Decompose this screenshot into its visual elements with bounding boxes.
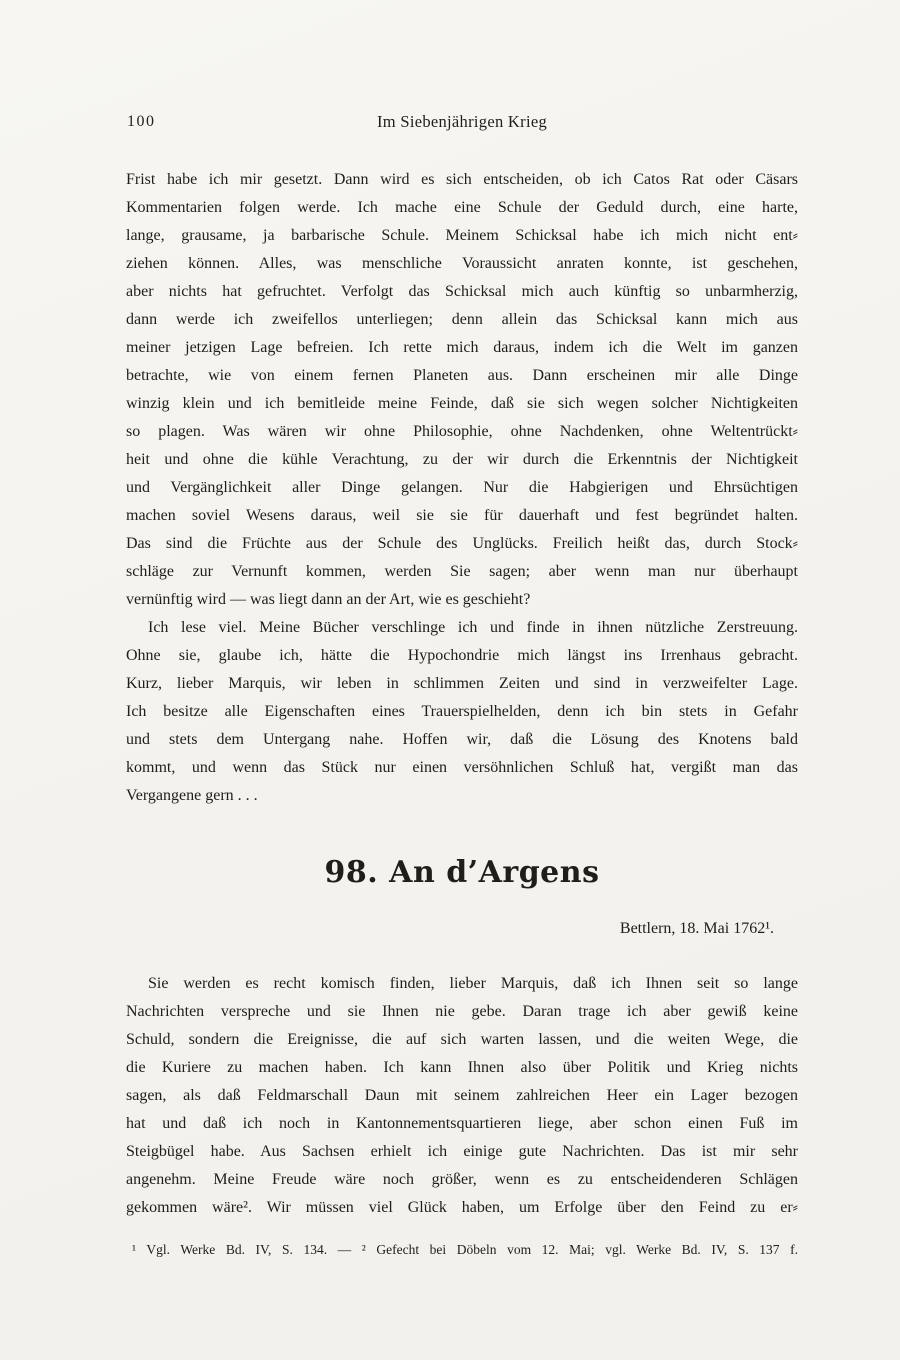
text-line: Ohne sie, glaube ich, hätte die Hypochondrie mich längst ins Irrenhaus gebracht. — [126, 647, 798, 664]
text-line: Kommentarien folgen werde. Ich mache eine Schule der Geduld durch, eine harte, — [126, 199, 798, 216]
text-line: aber nichts hat gefruchtet. Verfolgt das Schicksal mich auch künftig so unbarmherzig, — [126, 283, 798, 300]
dateline: Bettlern, 18. Mai 1762¹. — [619, 920, 774, 937]
text-line: Steigbügel habe. Aus Sachsen erhielt ich einige gute Nachrichten. Das ist mir sehr — [126, 1143, 798, 1160]
text-line: Nachrichten verspreche und sie Ihnen nie gebe. Daran trage ich aber gewiß keine — [126, 1003, 798, 1020]
text-line: Vergangene gern . . . — [126, 787, 258, 804]
page-header — [126, 112, 798, 134]
text-line: hat und daß ich noch in Kantonnementsquartieren liege, aber schon einen Fuß im — [126, 1115, 798, 1132]
text-line: Sie werden es recht komisch finden, lieber Marquis, daß ich Ihnen seit so lange — [148, 975, 798, 992]
text-line: dann werde ich zweifellos unterliegen; denn allein das Schicksal kann mich aus — [126, 311, 798, 328]
text-line: kommt, und wenn das Stück nur einen versöhnlichen Schluß hat, vergißt man das — [126, 759, 798, 776]
letter-97-body — [126, 166, 798, 810]
letter-98-body — [126, 970, 798, 1222]
text-line: so plagen. Was wären wir ohne Philosophie, ohne Nachdenken, ohne Weltentrückt⸗ — [126, 423, 798, 440]
text-line: angenehm. Meine Freude wäre noch größer, wenn es zu entscheidenderen Schlägen — [126, 1171, 798, 1188]
text-line: sagen, als daß Feldmarschall Daun mit seinem zahlreichen Heer ein Lager bezogen — [126, 1087, 798, 1104]
text-line: gekommen wäre². Wir müssen viel Glück haben, um Erfolge über den Feind zu er⸗ — [126, 1199, 798, 1216]
text-line: und stets dem Untergang nahe. Hoffen wir, daß die Lösung des Knotens bald — [126, 731, 798, 748]
running-head: Im Siebenjährigen Krieg — [376, 112, 547, 131]
text-line: meiner jetzigen Lage befreien. Ich rette mich daraus, indem ich die Welt im ganzen — [126, 339, 798, 356]
letter-heading: 98. An d’Argens — [324, 855, 600, 890]
text-line: lange, grausame, ja barbarische Schule. Meinem Schicksal habe ich mich nicht ent⸗ — [126, 227, 798, 244]
text-line: Frist habe ich mir gesetzt. Dann wird es sich entscheiden, ob ich Catos Rat oder Cäsars — [126, 171, 798, 188]
text-line: ziehen können. Alles, was menschliche Voraussicht anraten konnte, ist geschehen, — [126, 255, 798, 272]
footnote: ¹ Vgl. Werke Bd. IV, S. 134. — ² Gefecht bei Döbeln vom 12. Mai; vgl. Werke Bd. IV, S. 137 f. — [132, 1242, 798, 1257]
text-block — [126, 112, 798, 1260]
text-line: und Vergänglichkeit aller Dinge gelangen. Nur die Habgierigen und Ehrsüchtigen — [126, 479, 798, 496]
text-line: schläge zur Vernunft kommen, werden Sie sagen; aber wenn man nur überhaupt — [126, 563, 798, 580]
text-line: vernünftig wird — was liegt dann an der Art, wie es geschieht? — [126, 591, 531, 608]
text-line: betrachte, wie von einem fernen Planeten aus. Dann erscheinen mir alle Dinge — [126, 367, 798, 384]
text-line: Ich lese viel. Meine Bücher verschlinge ich und finde in ihnen nützliche Zerstreuung. — [148, 619, 798, 636]
text-line: die Kuriere zu machen haben. Ich kann Ihnen also über Politik und Krieg nichts — [126, 1059, 798, 1076]
text-line: machen soviel Wesens daraus, weil sie sie für dauerhaft und fest begründet halten. — [126, 507, 798, 524]
text-line: Kurz, lieber Marquis, wir leben in schlimmen Zeiten und sind in verzweifelter Lage. — [126, 675, 798, 692]
text-line: Das sind die Früchte aus der Schule des Unglücks. Freilich heißt das, durch Stock⸗ — [126, 535, 798, 552]
text-line: Ich besitze alle Eigenschaften eines Trauerspielhelden, denn ich bin stets in Gefahr — [126, 703, 798, 720]
page-number: 100 — [127, 113, 156, 130]
text-line: Schuld, sondern die Ereignisse, die auf sich warten lassen, und die weiten Wege, die — [126, 1031, 798, 1048]
text-line: winzig klein und ich bemitleide meine Feinde, daß sie sich wegen solcher Nichtigkeiten — [126, 395, 798, 412]
text-line: heit und ohne die kühle Verachtung, zu der wir durch die Erkenntnis der Nichtigkeit — [126, 451, 798, 468]
